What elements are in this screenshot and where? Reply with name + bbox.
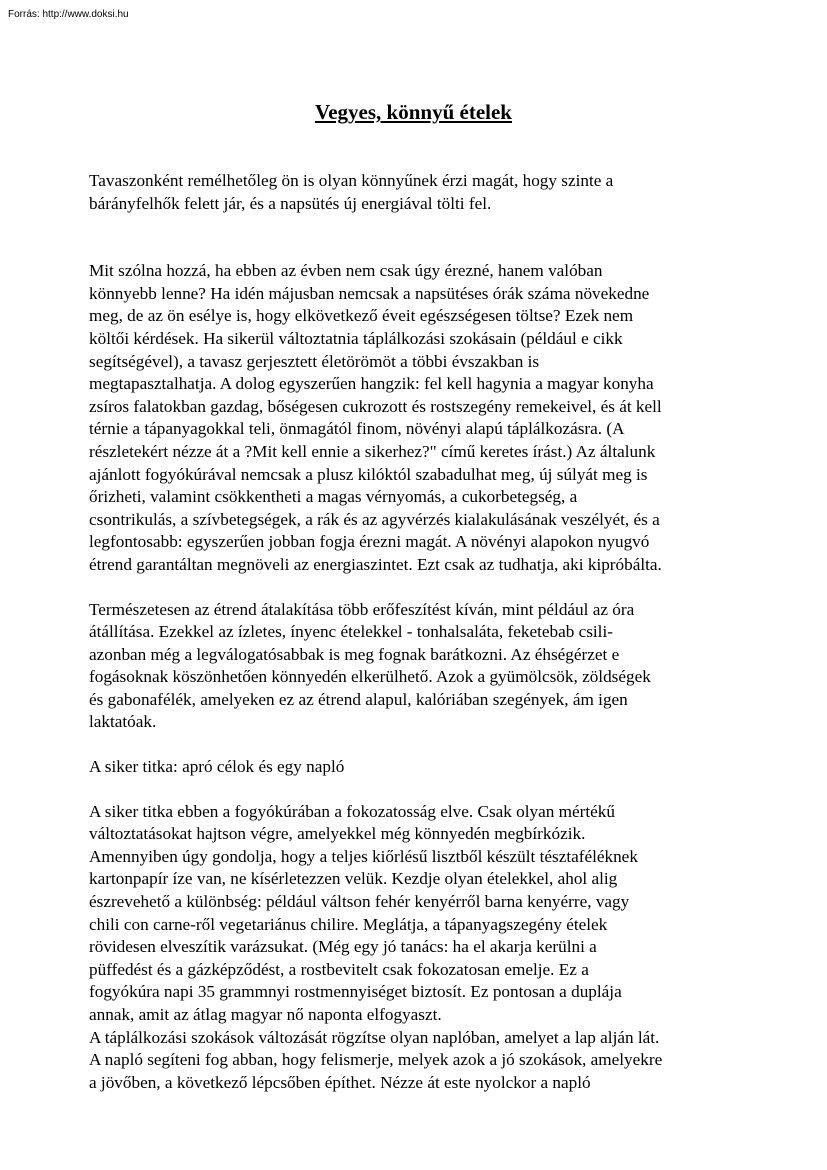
text-line: ajánlott fogyókúrával nemcsak a plusz kilóktól szabadulhat meg, új súlyát meg is bbox=[89, 464, 648, 484]
text-line: A siker titka: apró célok és egy napló bbox=[89, 757, 345, 777]
text-line: őrizheti, valamint csökkentheti a magas vérnyomás, a cukorbetegség, a bbox=[89, 487, 578, 507]
source-label: Forrás: http://www.doksi.hu bbox=[8, 9, 129, 20]
text-line: változtatásokat hajtson végre, amelyekkel még könnyedén megbírkózik. bbox=[89, 824, 586, 844]
text-line: A táplálkozási szokások változását rögzítse olyan naplóban, amelyet a lap alján lát. bbox=[89, 1027, 660, 1047]
text-line: Tavaszonként remélhetőleg ön is olyan könnyűnek érzi magát, hogy szinte a bbox=[89, 171, 614, 190]
text-line: a jövőben, a következő lépcsőben építhet. Nézze át este nyolckor a napló bbox=[89, 1072, 591, 1092]
text-line: bárányfelhők felett jár, és a napsütés új energiával tölti fel. bbox=[89, 193, 492, 213]
text-line: fogásoknak köszönhetően könnyedén elkerülhető. Azok a gyümölcsök, zöldségek bbox=[89, 667, 651, 687]
text-line: térnie a tápanyagokkal teli, önmagától finom, növényi alapú táplálkozásra. (A bbox=[89, 419, 625, 439]
paragraph bbox=[89, 260, 749, 576]
text-line: A siker titka ebben a fogyókúrában a fokozatosság elve. Csak olyan mértékű bbox=[89, 801, 615, 821]
text-line: zsíros falatokban gazdag, bőségesen cukrozott és rostszegény remekeivel, és át kell bbox=[89, 396, 662, 416]
text-line: átállítása. Ezekkel az ízletes, ínyenc ételekkel - tonhalsaláta, feketebab csili- bbox=[89, 622, 613, 642]
text-line: segítségével), a tavasz gerjesztett életörömöt a többi évszakban is bbox=[89, 351, 540, 371]
text-line: észrevehető a különbség: például váltson fehér kenyérről barna kenyérre, vagy bbox=[89, 892, 630, 912]
text-line: chili con carne-ről vegetariánus chilire. Meglátja, a tápanyagszegény ételek bbox=[89, 914, 608, 934]
paragraph bbox=[89, 801, 749, 1027]
text-line: Természetesen az étrend átalakítása több erőfeszítést kíván, mint például az óra bbox=[89, 599, 635, 619]
text-line: meg, de az ön esélye is, hogy elkövetkező éveit egészségesen töltse? Ezek nem bbox=[89, 306, 634, 326]
text-line: laktatóak. bbox=[89, 712, 157, 732]
text-line: költői kérdések. Ha sikerül változtatnia táplálkozási szokásain (például e cikk bbox=[89, 328, 623, 348]
text-line: Mit szólna hozzá, ha ebben az évben nem csak úgy érezné, hanem valóban bbox=[89, 261, 603, 281]
text-line: csontrikulás, a szívbetegségek, a rák és az agyvérzés kialakulásának veszélyét, és a bbox=[89, 509, 660, 529]
paragraph bbox=[89, 756, 749, 779]
text-line: és gabonafélék, amelyeken ez az étrend alapul, kalóriában szegények, ám igen bbox=[89, 689, 628, 709]
paragraph bbox=[89, 1027, 749, 1095]
text-line: A napló segíteni fog abban, hogy felismerje, melyek azok a jó szokások, amelyekre bbox=[89, 1050, 663, 1070]
paragraph bbox=[89, 599, 749, 735]
text-line: fogyókúra napi 35 grammnyi rostmennyiséget biztosít. Ez pontosan a duplája bbox=[89, 982, 622, 1002]
page-title: Vegyes, könnyű ételek bbox=[315, 100, 512, 124]
text-line: rövidesen elveszítik varázsukat. (Még egy jó tanács: ha el akarja kerülni a bbox=[89, 937, 597, 957]
paragraph bbox=[89, 170, 749, 215]
article-body bbox=[89, 170, 749, 1094]
text-line: püffedést és a gázképződést, a rostbevitelt csak fokozatosan emelje. Ez a bbox=[89, 959, 589, 979]
text-line: könnyebb lenne? Ha idén májusban nemcsak a napsütéses órák száma növekedne bbox=[89, 283, 650, 303]
text-line: kartonpapír íze van, ne kísérletezzen velük. Kezdje olyan ételekkel, ahol alig bbox=[89, 869, 618, 889]
text-line: megtapasztalhatja. A dolog egyszerűen hangzik: fel kell hagynia a magyar konyha bbox=[89, 374, 654, 394]
text-line: részletekért nézze át a ?Mit kell ennie a sikerhez?" című keretes írást.) Az általunk bbox=[89, 441, 656, 461]
text-line: azonban még a legválogatósabbak is meg fognak barátkozni. Az éhségérzet e bbox=[89, 644, 620, 664]
text-line: annak, amit az átlag magyar nő naponta elfogyaszt. bbox=[89, 1005, 442, 1024]
text-line: étrend garantáltan megnöveli az energiaszintet. Ezt csak az tudhatja, aki kipróbálta. bbox=[89, 554, 662, 574]
text-line: Amennyiben úgy gondolja, hogy a teljes kiőrlésű lisztből készült tésztaféléknek bbox=[89, 846, 638, 866]
text-line: legfontosabb: egyszerűen jobban fogja érezni magát. A növényi alapokon nyugvó bbox=[89, 532, 650, 552]
